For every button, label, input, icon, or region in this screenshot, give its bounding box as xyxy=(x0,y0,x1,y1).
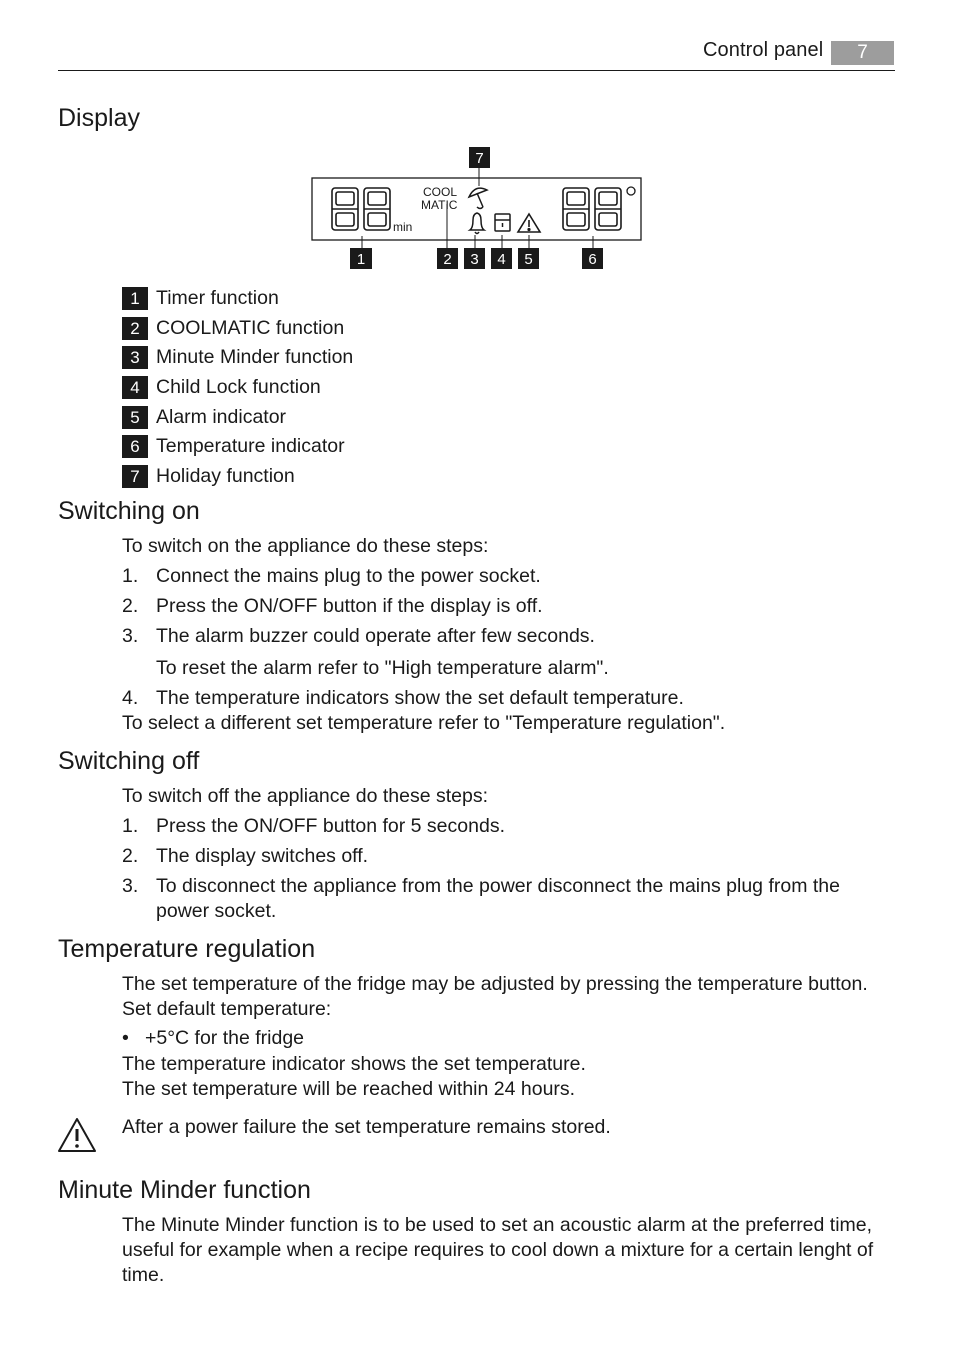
minute-minder-text: The Minute Minder function is to be used to set an acoustic alarm at the preferred time, useful for example when a recipe requires to cool down a mixture for a certain lenght of time. xyxy=(122,1214,874,1286)
legend-item xyxy=(122,284,353,314)
holiday-icon xyxy=(469,188,487,208)
list-item xyxy=(122,814,894,839)
legend-item xyxy=(122,432,353,462)
legend-item xyxy=(122,373,353,403)
display-diagram xyxy=(305,140,650,272)
display-heading: Display xyxy=(58,104,140,132)
step-text: The temperature indicators show the set default temperature. xyxy=(156,687,684,709)
svg-text:1: 1 xyxy=(356,251,366,268)
step-number: 3. xyxy=(122,625,139,647)
legend-number: 7 xyxy=(122,465,148,488)
svg-text:2: 2 xyxy=(443,251,452,268)
step-number: 2. xyxy=(122,595,139,617)
switching-on-outro: To select a different set temperature refer to "Temperature regulation". xyxy=(122,712,726,734)
switching-off-heading: Switching off xyxy=(58,747,200,775)
list-item xyxy=(122,594,595,619)
lcd-min-label: min xyxy=(393,220,413,234)
bullet-text: +5°C for the fridge xyxy=(145,1027,305,1049)
legend-number: 2 xyxy=(122,317,148,340)
list-item xyxy=(122,624,595,649)
step-text: Connect the mains plug to the power socket. xyxy=(156,565,541,587)
list-item xyxy=(122,686,684,711)
legend-item xyxy=(122,462,353,492)
list-item xyxy=(122,844,894,869)
svg-text:5: 5 xyxy=(524,251,533,268)
switching-on-steps xyxy=(122,564,595,649)
switching-off-intro: To switch off the appliance do these steps: xyxy=(122,785,489,807)
legend-number: 6 xyxy=(122,435,148,458)
legend-item xyxy=(122,314,353,344)
callout-7 xyxy=(469,147,490,168)
lcd-matic-label: MATIC xyxy=(421,198,458,212)
list-item xyxy=(122,564,595,589)
step-number: 1. xyxy=(122,815,139,837)
step-text: Press the ON/OFF button if the display is off. xyxy=(156,595,543,617)
temp-reg-text-4: The set temperature will be reached within 24 hours. xyxy=(122,1078,576,1100)
reset-alarm-note: To reset the alarm refer to "High temperature alarm". xyxy=(156,657,609,679)
bell-icon xyxy=(470,213,484,234)
step-number: 1. xyxy=(122,565,139,587)
callout-5 xyxy=(518,248,539,269)
callout-1 xyxy=(350,248,372,269)
page-number: 7 xyxy=(831,41,894,65)
svg-text:6: 6 xyxy=(588,251,597,268)
switching-on-intro: To switch on the appliance do these steps: xyxy=(122,535,489,557)
bullet-icon: • xyxy=(122,1027,129,1049)
list-item xyxy=(122,874,894,924)
header-rule xyxy=(58,70,895,71)
svg-text:3: 3 xyxy=(470,251,479,268)
temp-default-bullet xyxy=(122,1027,304,1050)
step-text: To disconnect the appliance from the power disconnect the mains plug from the power socket. xyxy=(156,875,840,922)
warning-text: After a power failure the set temperature remains stored. xyxy=(122,1116,611,1138)
legend-label: Minute Minder function xyxy=(156,346,354,369)
degree-icon xyxy=(627,187,635,195)
step-number: 4. xyxy=(122,687,139,709)
step-number: 2. xyxy=(122,845,139,867)
alarm-icon xyxy=(518,214,540,232)
callout-3 xyxy=(464,248,485,269)
legend-number: 3 xyxy=(122,346,148,369)
legend-item xyxy=(122,402,353,432)
callout-6 xyxy=(582,248,603,269)
switching-off-steps xyxy=(122,814,894,924)
legend-item xyxy=(122,343,353,373)
lcd-cool-label: COOL xyxy=(423,185,458,199)
temperature-regulation-heading: Temperature regulation xyxy=(58,935,316,963)
legend-label: Alarm indicator xyxy=(156,405,287,428)
legend-number: 1 xyxy=(122,287,148,310)
timer-digits xyxy=(332,188,390,230)
legend-label: COOLMATIC function xyxy=(156,316,345,339)
step-text: The display switches off. xyxy=(156,845,369,867)
callout-4 xyxy=(491,248,512,269)
child-lock-icon xyxy=(495,214,510,231)
legend-label: Timer function xyxy=(156,287,279,310)
switching-on-step-4 xyxy=(122,686,684,711)
temp-reg-text-3: The temperature indicator shows the set temperature. xyxy=(122,1053,586,1075)
legend-label: Child Lock function xyxy=(156,376,321,399)
step-text: The alarm buzzer could operate after few seconds. xyxy=(156,625,595,647)
legend-number: 5 xyxy=(122,406,148,429)
svg-text:7: 7 xyxy=(475,150,484,167)
step-number: 3. xyxy=(122,875,139,897)
header-section-title: Control panel xyxy=(703,39,824,61)
temp-reg-text-1: The set temperature of the fridge may be adjusted by pressing the temperature button. xyxy=(122,973,868,995)
temperature-digits xyxy=(563,188,621,230)
callout-2 xyxy=(437,248,458,269)
temp-reg-text-2: Set default temperature: xyxy=(122,998,332,1020)
step-text: Press the ON/OFF button for 5 seconds. xyxy=(156,815,505,837)
legend-label: Temperature indicator xyxy=(156,435,345,458)
switching-on-heading: Switching on xyxy=(58,497,200,525)
svg-text:4: 4 xyxy=(497,251,506,268)
warning-icon xyxy=(56,1116,98,1154)
legend-label: Holiday function xyxy=(156,464,295,487)
legend-number: 4 xyxy=(122,376,148,399)
display-legend xyxy=(122,284,353,491)
minute-minder-heading: Minute Minder function xyxy=(58,1176,311,1204)
